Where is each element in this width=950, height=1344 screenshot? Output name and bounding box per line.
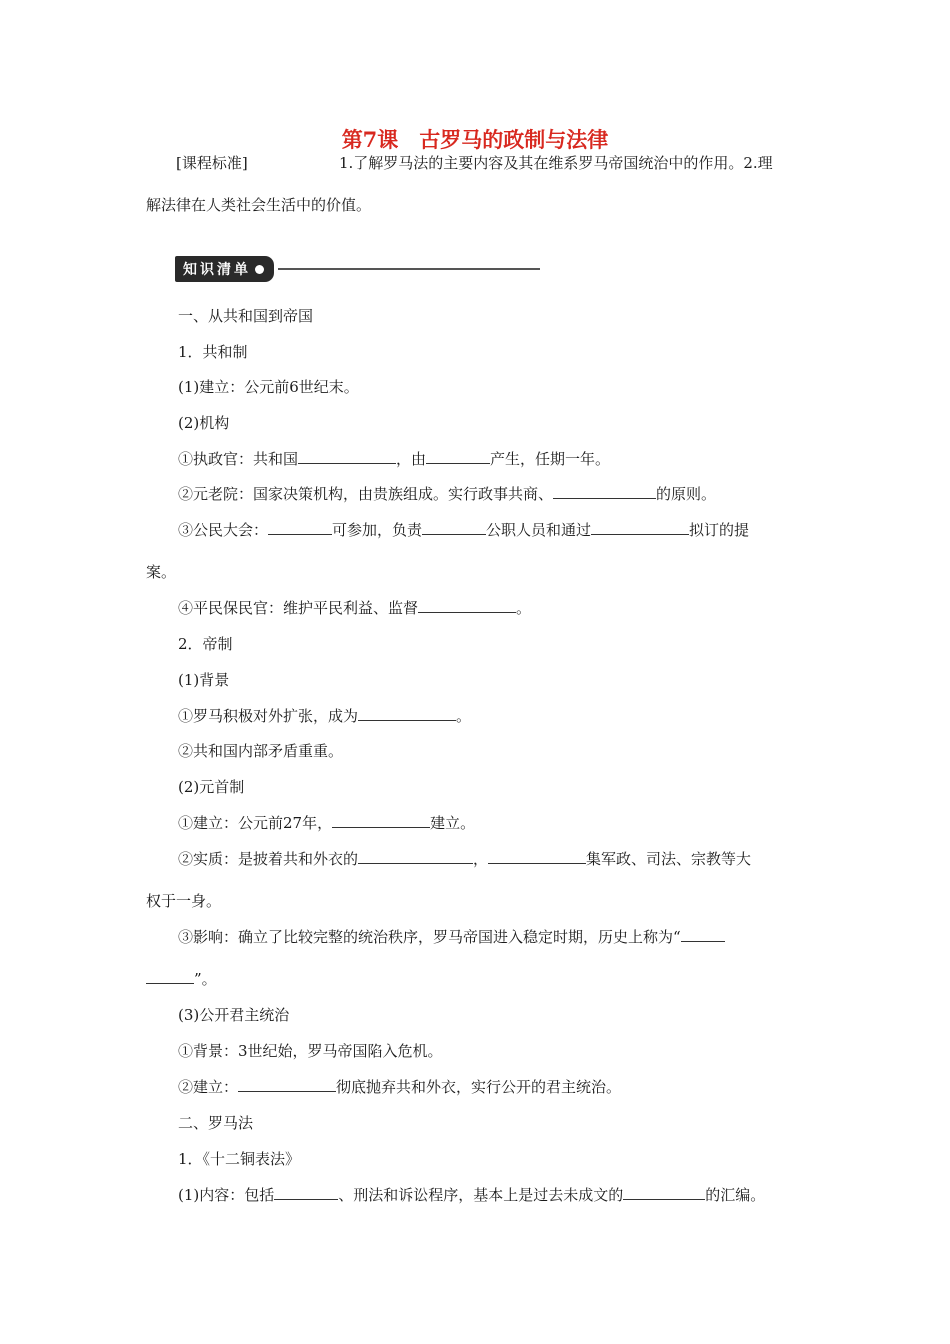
text: ②建立： (178, 1078, 239, 1096)
knowledge-list-banner (175, 256, 540, 282)
text: 彻底抛弃共和外衣，实行公开的君主统治。 (336, 1078, 622, 1096)
text-line (178, 519, 749, 540)
text: ②元老院：国家决策机构，由贵族组成。实行政事共商、 (178, 485, 554, 503)
text-line-continued: 案。 (146, 563, 177, 581)
text: 的汇编。 (705, 1186, 766, 1204)
subheading: (2)机构 (178, 414, 230, 432)
fill-blank[interactable] (274, 1185, 338, 1200)
fill-blank[interactable] (623, 1185, 705, 1200)
subheading: (2)元首制 (178, 778, 245, 796)
text-line (178, 705, 471, 726)
text-line: ①背景：3世纪始，罗马帝国陷入危机。 (178, 1042, 443, 1060)
fill-blank[interactable] (422, 520, 486, 535)
subsection-heading: 1．《十二铜表法》 (178, 1150, 301, 1168)
text: 集军政、司法、宗教等大 (586, 850, 752, 868)
fill-blank[interactable] (358, 849, 473, 864)
fill-blank[interactable] (238, 1077, 336, 1092)
fill-blank[interactable] (488, 849, 586, 864)
subsection-heading: 2．帝制 (178, 635, 233, 653)
text: 产生，任期一年。 (490, 450, 611, 468)
text-line-continued: 权于一身。 (146, 892, 222, 910)
text-line: (1)建立：公元前6世纪末。 (178, 378, 359, 396)
fill-blank[interactable] (268, 520, 332, 535)
section-heading: 二、罗马法 (178, 1114, 254, 1132)
course-standard-line2: 解法律在人类社会生活中的价值。 (146, 196, 372, 214)
bullet-dot-icon (255, 265, 264, 274)
text: ①建立：公元前27年， (178, 814, 333, 832)
text: ④平民保民官：维护平民利益、监督 (178, 599, 419, 617)
text: ③公民大会： (178, 521, 269, 539)
course-standard (146, 142, 816, 226)
text-line (178, 812, 475, 833)
subheading: (1)背景 (178, 671, 230, 689)
text-line: ②共和国内部矛盾重重。 (178, 742, 344, 760)
text-line (178, 1184, 765, 1205)
text: ③影响：确立了比较完整的统治秩序，罗马帝国进入稳定时期，历史上称为“ (178, 928, 681, 946)
fill-blank[interactable] (298, 449, 396, 464)
lesson-title: 第7课 古罗马的政制与法律 (341, 127, 609, 152)
text: 的原则。 (656, 485, 717, 503)
course-standard-line1: 1.了解罗马法的主要内容及其在维系罗马帝国统治中的作用。2.理 (339, 154, 773, 172)
fill-blank[interactable] (332, 813, 430, 828)
text: (1)内容：包括 (178, 1186, 275, 1204)
course-standard-label: [课程标准] (176, 154, 248, 172)
text: 、刑法和诉讼程序，基本上是过去未成文的 (338, 1186, 624, 1204)
fill-blank[interactable] (358, 706, 456, 721)
text: ，由 (396, 450, 427, 468)
text-line (178, 483, 716, 504)
fill-blank[interactable] (591, 520, 689, 535)
subsection-heading: 1．共和制 (178, 343, 248, 361)
fill-blank[interactable] (553, 484, 656, 499)
text: 可参加，负责 (332, 521, 423, 539)
fill-blank[interactable] (146, 969, 194, 984)
fill-blank[interactable] (418, 598, 516, 613)
text: ”。 (194, 970, 217, 988)
text-line (178, 597, 531, 618)
text: 。 (456, 707, 472, 725)
fill-blank[interactable] (426, 449, 490, 464)
text-line (178, 1076, 621, 1097)
text: ， (473, 850, 489, 868)
text-line (178, 448, 610, 469)
banner-rule (278, 268, 540, 270)
text-line (178, 926, 725, 947)
text: ②实质：是披着共和外衣的 (178, 850, 359, 868)
text-line-continued (146, 968, 217, 989)
text: 公职人员和通过 (486, 521, 592, 539)
text-line (178, 848, 751, 869)
text: 建立。 (430, 814, 476, 832)
text: ①执政官：共和国 (178, 450, 299, 468)
subheading: (3)公开君主统治 (178, 1006, 290, 1024)
section-heading: 一、从共和国到帝国 (178, 307, 314, 325)
banner-label: 知识清单 (183, 262, 251, 278)
text: 。 (516, 599, 532, 617)
text: 拟订的提 (689, 521, 750, 539)
text: ①罗马积极对外扩张，成为 (178, 707, 359, 725)
fill-blank[interactable] (681, 927, 725, 942)
